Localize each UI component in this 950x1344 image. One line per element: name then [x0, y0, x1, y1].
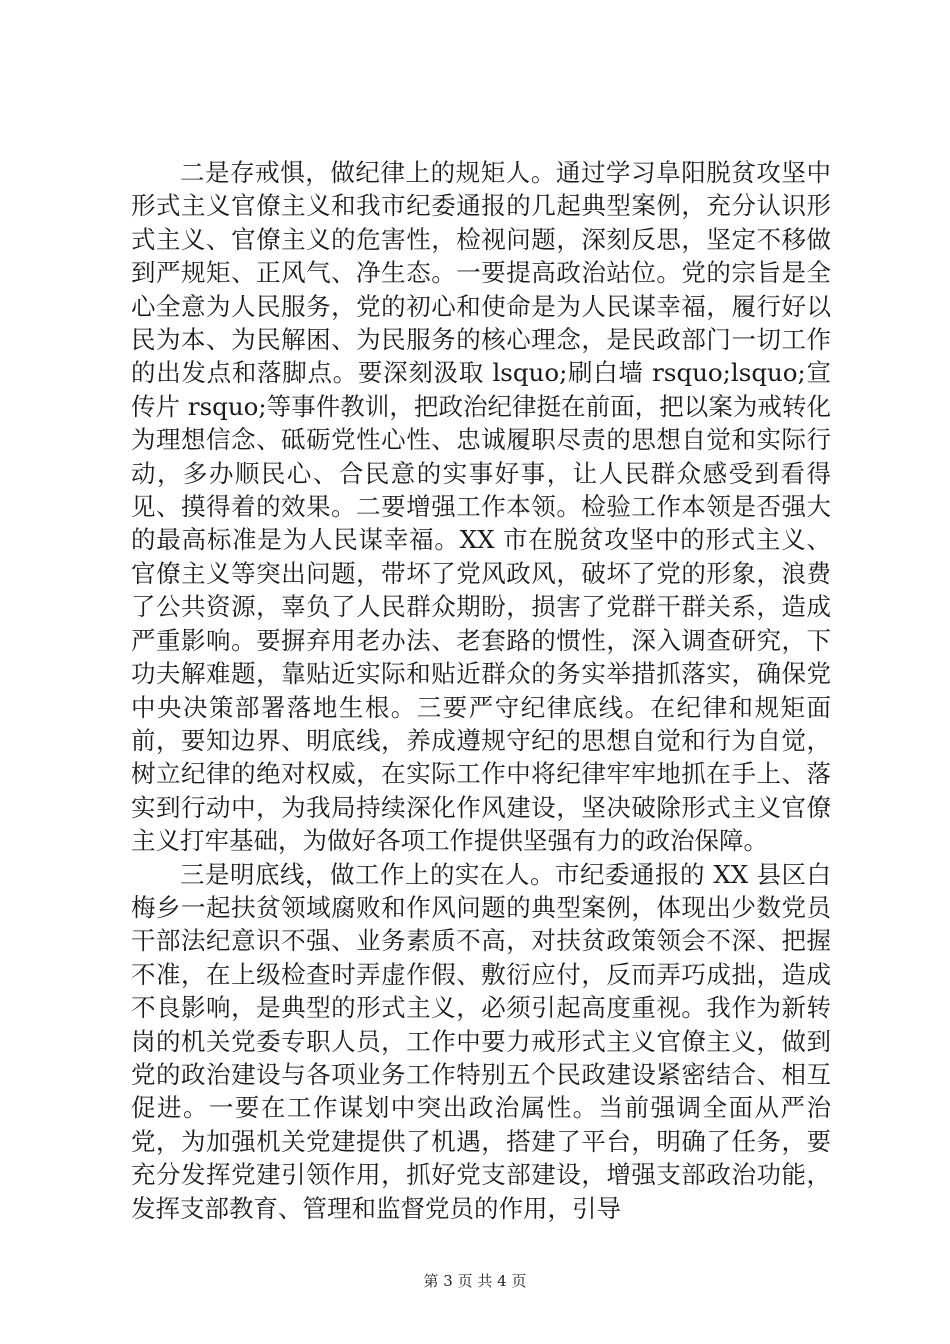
document-body: [131, 156, 831, 1225]
paragraph-bottom-line: 三是明底线，做工作上的实在人。市纪委通报的 XX 县区白梅乡一起扶贫领域腐败和作风问题的典型案例，体现出少数党员干部法纪意识不强、业务素质不高，对扶贫政策领会不深、把握不准，在上级检查时弄虚作假、敷衍应付，反而弄巧成拙，造成不良影响，是典型的形式主义，必须引起高度重视。我作为新转岗的机关党委专职人员，工作中要力戒形式主义官僚主义，做到党的政治建设与各项业务工作特别五个民政建设紧密结合、相互促进。一要在工作谋划中突出政治属性。当前强调全面从严治党，为加强机关党建提供了机遇，搭建了平台，明确了任务，要充分发挥党建引领作用，抓好党支部建设，增强支部政治功能，发挥支部教育、管理和监督党员的作用，引导: [131, 859, 831, 1223]
page-number-footer: 第 3 页 共 4 页: [423, 1272, 527, 1290]
paragraph-discipline: 二是存戒惧，做纪律上的规矩人。通过学习阜阳脱贫攻坚中形式主义官僚主义和我市纪委通报的几起典型案例，充分认识形式主义、官僚主义的危害性，检视问题，深刻反思，坚定不移做到严规矩、正风气、净生态。一要提高政治站位。党的宗旨是全心全意为人民服务，党的初心和使命是为人民谋幸福，履行好以民为本、为民解困、为民服务的核心理念，是民政部门一切工作的出发点和落脚点。要深刻汲取 lsquo;刷白墙 rsquo;lsquo;宣传片 rsquo;等事件教训，把政治纪律挺在前面，把以案为戒转化为理想信念、砥砺党性心性、忠诚履职尽责的思想自觉和实际行动，多办顺民心、合民意的实事好事，让人民群众感受到看得见、摸得着的效果。二要增强工作本领。检验工作本领是否强大的最高标准是为人民谋幸福。XX 市在脱贫攻坚中的形式主义、官僚主义等突出问题，带坏了党风政风，破坏了党的形象，浪费了公共资源，辜负了人民群众期盼，损害了党群干群关系，造成严重影响。要摒弃用老办法、老套路的惯性，深入调查研究，下功夫解难题，靠贴近实际和贴近群众的务实举措抓落实，确保党中央决策部署落地生根。三要严守纪律底线。在纪律和规矩面前，要知边界、明底线，养成遵规守纪的思想自觉和行为自觉，树立纪律的绝对权威，在实际工作中将纪律牢牢地抓在手上、落实到行动中，为我局持续深化作风建设，坚决破除形式主义官僚主义打牢基础，为做好各项工作提供坚强有力的政治保障。: [131, 158, 831, 856]
